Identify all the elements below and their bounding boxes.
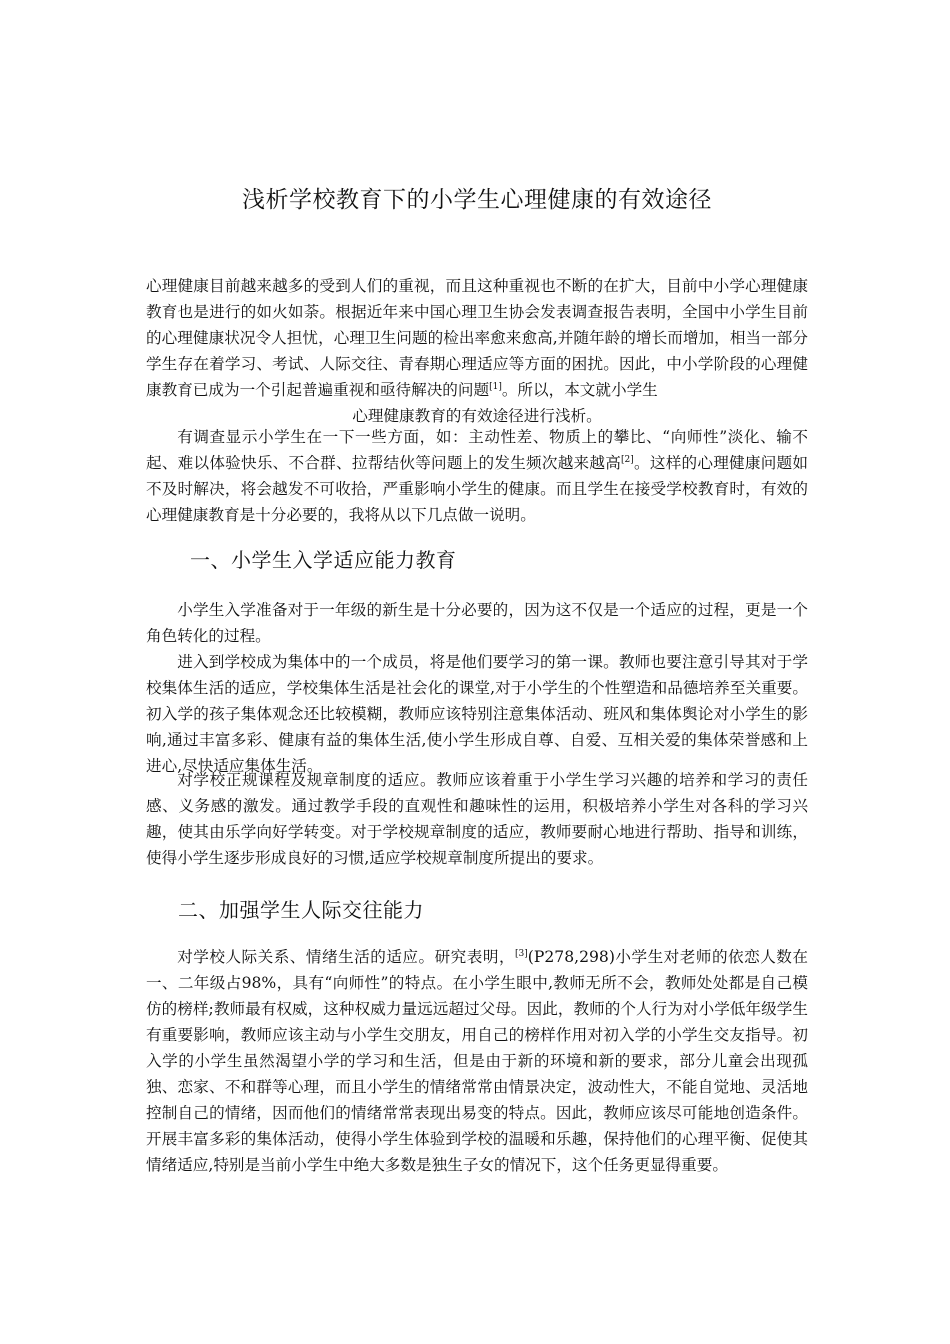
section-2-paragraph-1: [146, 944, 808, 1178]
citation-1: [1]: [489, 382, 502, 392]
section-2-text-before: 对学校人际关系、情绪生活的适应。研究表明，: [177, 948, 516, 966]
intro-text: 心理健康目前越来越多的受到人们的重视，而且这种重视也不断的在扩大，目前中小学心理健康教育也是进行的如火如荼。根据近年来中国心理卫生协会发表调查报告表明，全国中小学生目前的心理健康状况令人担忧，心理卫生问题的检出率愈来愈高,并随年龄的增长而增加，相当一部分学生存在着学习、考试、人际交往、青春期心理适应等方面的困扰。因此，中小学阶段的心理健康教育已成为一个引起普遍重视和亟待解决的问题: [146, 277, 808, 399]
paragraph-2: [146, 424, 808, 528]
section-1-paragraph-1: 小学生入学准备对于一年级的新生是十分必要的，因为这不仅是一个适应的过程，更是一个角色转化的过程。: [146, 601, 808, 645]
paragraph-2-after-cite: 。这样的心理健康问题如不及时解决，将会越发不可收拾，严重影响小学生的健康。而且学生在接受学校教育时，有效的心理健康教育是十分必要的，我将从以下几点做一说明。: [146, 454, 808, 524]
section-2-heading: 二、加强学生人际交往能力: [178, 898, 424, 922]
section-2-text-after: (P278,298)小学生对老师的依恋人数在一、二年级占98%，具有“向师性”的特点。在小学生眼中,教师无所不会，教师处处都是自己模仿的榜样;教师最有权威，这种权威力量远远超过父母。因此，教师的个人行为对小学低年级学生有重要影响，教师应该主动与小学生交朋友，用自己的榜样作用对初入学的小学生交友指导。初入学的小学生虽然渴望小学的学习和生活，但是由于新的环境和新的要求，部分儿童会出现孤独、恋家、不和群等心理，而且小学生的情绪常常由情景决定，波动性大，不能自觉地、灵活地控制自己的情绪，因而他们的情绪常常表现出易变的特点。因此，教师应该尽可能地创造条件。开展丰富多彩的集体活动，使得小学生体验到学校的温暖和乐趣，保持他们的心理平衡、促使其情绪适应,特别是当前小学生中绝大多数是独生子女的情况下，这个任务更显得重要。: [146, 948, 808, 1174]
paragraph-2-text: 有调查显示小学生在一下一些方面，如：主动性差、物质上的攀比、“向师性”淡化、输不起、难以体验快乐、不合群、拉帮结伙等问题上的发生频次越来越高: [146, 428, 808, 472]
section-1-paragraph-3: 对学校正规课程及规章制度的适应。教师应该着重于小学生学习兴趣的培养和学习的责任感、义务感的激发。通过教学手段的直观性和趣味性的运用，积极培养小学生对各科的学习兴趣，使其由乐学向好学转变。对于学校规章制度的适应，教师要耐心地进行帮助、指导和训练，使得小学生逐步形成良好的习惯,适应学校规章制度所提出的要求。: [146, 771, 808, 867]
citation-2: [2]: [621, 455, 634, 465]
intro-after-cite: 。所以，本文就小学生: [501, 381, 658, 399]
section-1-paragraph-2: 进入到学校成为集体中的一个成员，将是他们要学习的第一课。教师也要注意引导其对于学校集体生活的适应，学校集体生活是社会化的课堂,对于小学生的个性塑造和品德培养至关重要。初入学的孩子集体观念还比较模糊，教师应该特别注意集体活动、班风和集体舆论对小学生的影响,通过丰富多彩、健康有益的集体生活,使小学生形成自尊、自爱、互相关爱的集体荣誉感和上进心,尽快适应集体生活。: [146, 653, 808, 775]
document-title: 浅析学校教育下的小学生心理健康的有效途径: [242, 187, 712, 213]
intro-paragraph: [146, 273, 808, 429]
section-1-heading: 一、小学生入学适应能力教育: [190, 548, 457, 572]
intro-last-line: 心理健康教育的有效途径进行浅析。: [352, 407, 602, 425]
citation-3: [3]: [515, 949, 528, 959]
